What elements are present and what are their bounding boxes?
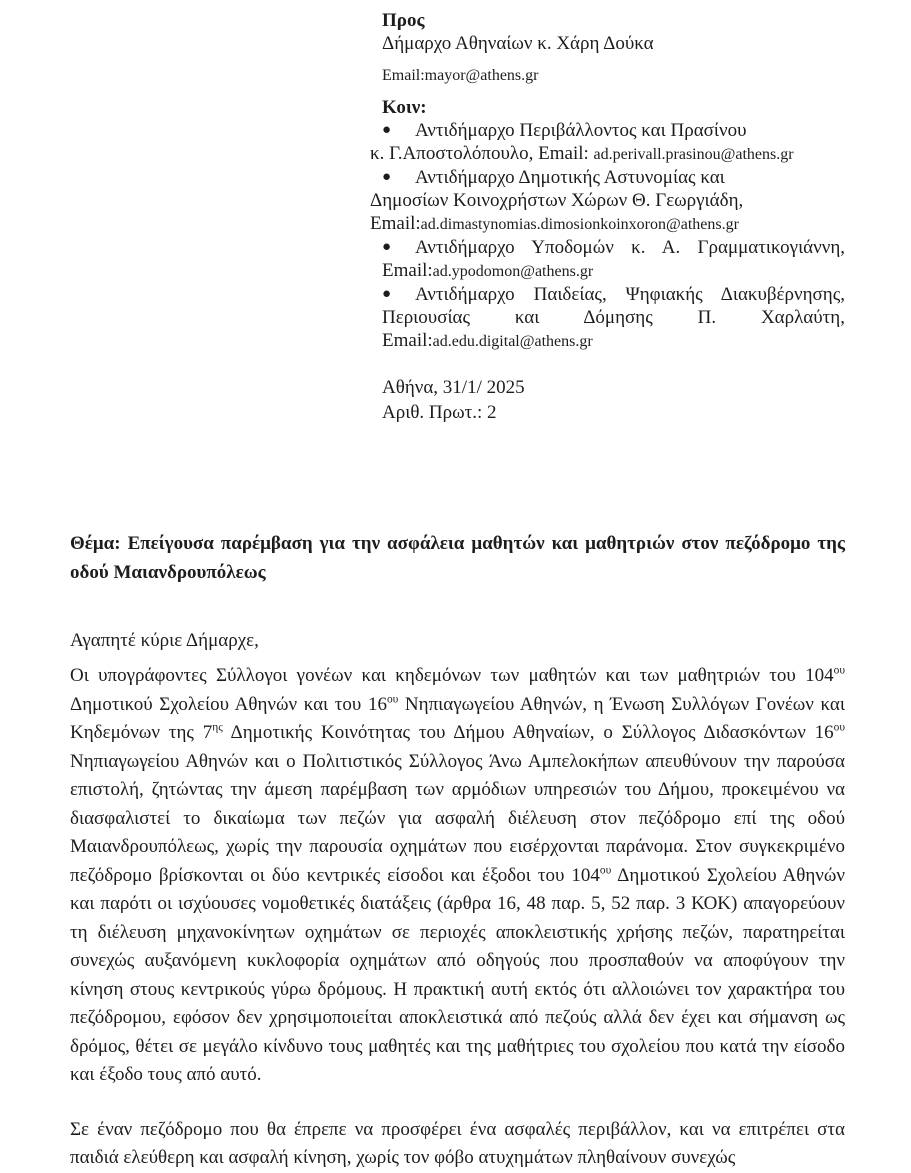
cc-item-1 xyxy=(370,119,845,142)
cc-item-4-title-continued: Περιουσίας και Δόμησης Π. Χαρλαύτη, xyxy=(382,307,845,328)
bullet-icon: ● xyxy=(382,286,392,302)
email-prefix: Email: xyxy=(382,260,433,281)
city-date-line: Αθήνα, 31/1/ 2025 xyxy=(382,377,525,398)
cc-item-4-email-address: ad.edu.digital@athens.gr xyxy=(432,333,593,350)
email-prefix: Email: xyxy=(382,67,425,84)
cc-item-2-email-address: ad.dimastynomias.dimosionkoinxoron@athens.gr xyxy=(420,216,739,233)
subject-heading: Θέμα: Επείγουσα παρέμβαση για την ασφάλεια μαθητών και μαθητριών στον πεζόδρομο της οδού Μαιανδρουπόλεως xyxy=(70,533,845,583)
recipient-name: Δήμαρχο Αθηναίων κ. Χάρη Δούκα xyxy=(382,33,654,54)
cc-item-1-contact xyxy=(370,142,845,166)
email-prefix: Email: xyxy=(370,213,421,234)
cc-item-3-title: Αντιδήμαρχο Υποδομών κ. Α. Γραμματικογιάννη, xyxy=(415,237,845,258)
cc-item-2-title-continued: Δημοσίων Κοινοχρήστων Χώρων Θ. Γεωργιάδη, xyxy=(370,190,744,211)
bullet-icon: ● xyxy=(382,239,392,255)
cc-item-3-email-address: ad.ypodomon@athens.gr xyxy=(432,263,594,280)
bullet-icon: ● xyxy=(382,122,392,138)
date-protocol-block xyxy=(370,375,845,425)
cc-item-3 xyxy=(370,236,845,259)
cc-item-2 xyxy=(370,166,845,189)
address-header-block xyxy=(370,9,845,425)
cc-item-1-email-address: ad.perivall.prasinou@athens.gr xyxy=(593,146,794,163)
cc-item-4 xyxy=(370,283,845,306)
cc-item-3-contact xyxy=(370,259,845,283)
recipient-email-line xyxy=(370,64,845,87)
salutation: Αγαπητέ κύριε Δήμαρχε, xyxy=(70,630,259,651)
cc-item-2-title: Αντιδήμαρχο Δημοτικής Αστυνομίας και xyxy=(415,167,725,188)
cc-item-2-contact xyxy=(370,212,845,236)
cc-label: Κοιν: xyxy=(382,97,427,118)
cc-item-4-title: Αντιδήμαρχο Παιδείας, Ψηφιακής Διακυβέρνησης, xyxy=(415,284,845,305)
cc-item-4-contact xyxy=(370,329,845,353)
protocol-number-line: Αριθ. Πρωτ.: 2 xyxy=(382,402,497,423)
bullet-icon: ● xyxy=(382,169,392,185)
body-paragraph-2: Σε έναν πεζόδρομο που θα έπρεπε να προσφέρει ένα ασφαλές περιβάλλον, και να επιτρέπει στα παιδιά ελεύθερη και ασφαλή κίνηση, χωρίς τον φόβο ατυχημάτων πληθαίνουν συνεχώς xyxy=(70,1118,845,1168)
email-prefix: Email: xyxy=(382,330,433,351)
recipient-label: Προς xyxy=(382,10,425,31)
body-paragraph-1: Οι υπογράφοντες Σύλλογοι γονέων και κηδεμόνων των μαθητών και των μαθητριών του $104^{o\upsilon}$ Δημοτικού Σχολείου Αθηνών και του $16^{o\upsilon}$ Νηπιαγωγείου Αθηνών, η Ένωση Συλλόγων Γονέων και Κηδεμόνων της $7^{\eta\varsigma}$ Δημοτικής Κοινότητας του Δήμου Αθηναίων, ο Σύλλογος Διδασκόντων $16^{o\upsilon}$ Νηπιαγωγείου Αθηνών και ο Πολιτιστικός Σύλλογος Άνω Αμπελοκήπων απευθύνουν την παρούσα επιστολή, ζητώντας την άμεση παρέμβαση των αρμόδιων υπηρεσιών του Δήμου, προκειμένου να διασφαλιστεί το δικαίωμα των πεζών για ασφαλή διέλευση στον πεζόδρομο επί της οδού Μαιανδρουπόλεως, χωρίς την παρουσία οχημάτων που εισέρχονται παράνομα. Στον συγκεκριμένο πεζόδρομο βρίσκονται οι δύο κεντρικές είσοδοι και έξοδοι του $104^{o\upsilon}$ Δημοτικού Σχολείου Αθηνών και παρότι οι ισχύουσες νομοθετικές διατάξεις (άρθρα 16, 48 παρ. 5, 52 παρ. 3 ΚΟΚ) απαγορεύουν τη διέλευση μηχανοκίνητων οχημάτων σε περιοχές αποκλειστικής χρήσης πεζών, παρατηρείται συνεχώς αυξανόμενη κυκλοφορία οχημάτων από οδηγούς που προσπαθούν να αποφύγουν την κίνηση στους κεντρικούς γύρω δρόμους. Η πρακτική αυτή εκτός ότι αλλοιώνει τον χαρακτήρα του πεζόδρομου, εφόσον δεν χρησιμοποιείται αποκλειστικά από πεζούς αλλά δεν έχει και σήμανση ως δρόμος, θέτει σε μεγάλο κίνδυνο τους μαθητές και της μαθήτριες του σχολείου που κατά την είσοδο και έξοδο τους από αυτό. xyxy=(70,664,845,1085)
recipient-email-address: mayor@athens.gr xyxy=(424,67,539,84)
cc-item-1-contact-prefix: κ. Γ.Αποστολόπουλο, Email: xyxy=(370,143,594,164)
cc-item-1-title: Αντιδήμαρχο Περιβάλλοντος και Πρασίνου xyxy=(415,120,747,141)
